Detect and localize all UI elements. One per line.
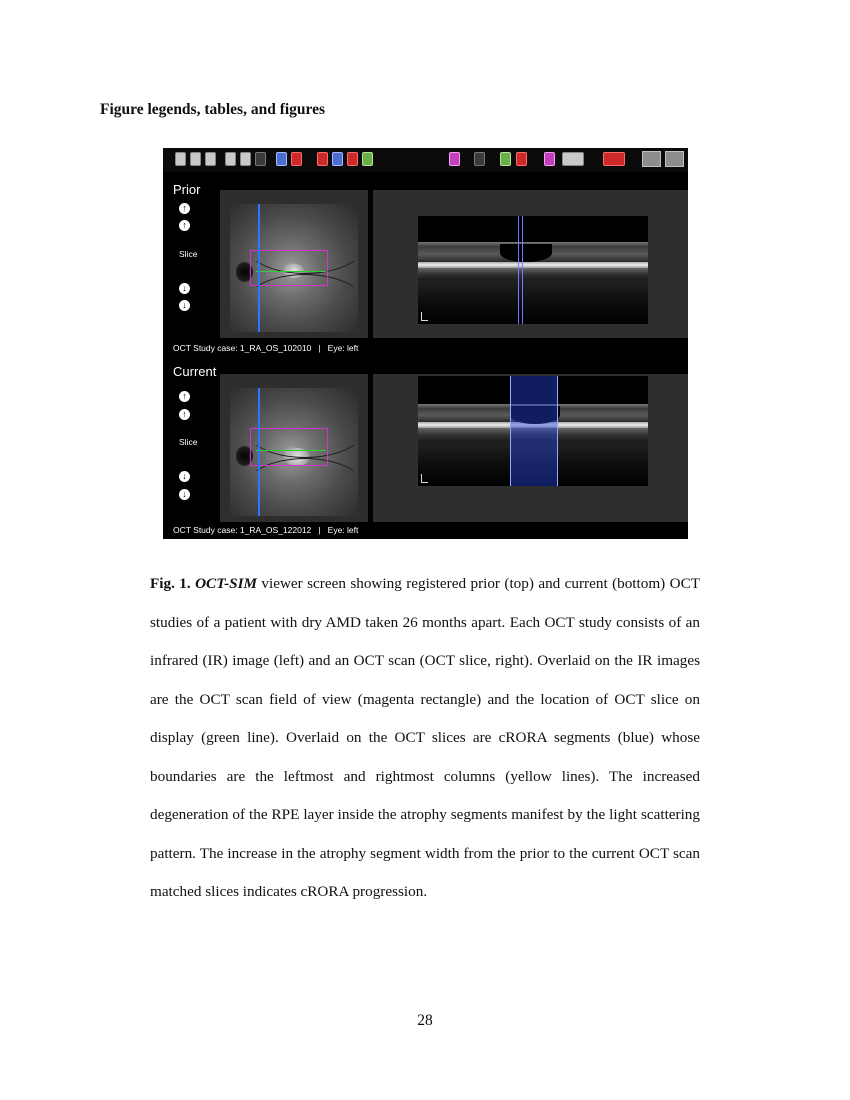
color-map-icon[interactable] — [291, 152, 302, 166]
arrow-up-icon[interactable]: ↑ — [179, 409, 190, 420]
zoom-in-icon[interactable] — [225, 152, 236, 166]
prior-ir-image[interactable] — [230, 204, 358, 332]
current-study-info: OCT Study case: 1_RA_OS_122012 | Eye: left — [173, 525, 359, 535]
arrow-down-icon[interactable]: ↓ — [179, 489, 190, 500]
next-study-button[interactable] — [665, 151, 684, 167]
prior-oct-slice[interactable] — [418, 216, 648, 324]
move-icon[interactable] — [332, 152, 343, 166]
caption-text: viewer screen showing registered prior (top) and current (bottom) OCT studies of a patient with dry AMD taken 26 months apart. Each OCT study consists of an infrared (IR) image (left) and an OCT scan (OCT slice, right). Overlaid on the IR images are the OCT scan field of view (magenta rectangle) and the location of OCT slice on display (green line). Overlaid on the OCT slices are cRORA segments (blue) whose boundaries are the leftmost and rightmost columns (yellow lines). The increased degeneration of the RPE layer inside the atrophy segments manifest by the light scattering pattern. The increase in the atrophy segment width from the prior to the current OCT scan matched slices indicates cRORA progression. — [150, 575, 700, 900]
scale-bar — [421, 312, 428, 321]
arrow-up-icon[interactable]: ↑ — [179, 203, 190, 214]
prior-study-panel — [163, 180, 688, 355]
current-label: Current — [173, 364, 217, 379]
columns-icon[interactable] — [362, 152, 373, 166]
arrow-up-icon[interactable]: ↑ — [179, 391, 190, 402]
viewer-toolbar — [163, 148, 688, 172]
view-layout-icon[interactable] — [562, 152, 584, 166]
delete-icon[interactable] — [347, 152, 358, 166]
contrast-icon[interactable] — [276, 152, 287, 166]
record-icon[interactable] — [317, 152, 328, 166]
current-oct-slice[interactable] — [418, 376, 648, 486]
slice-label: Slice — [179, 249, 198, 259]
rotate-left-icon[interactable] — [175, 152, 186, 166]
crora-segment — [510, 376, 558, 486]
registration-line — [258, 388, 260, 516]
flag-icon[interactable] — [516, 152, 527, 166]
arrow-up-icon[interactable]: ↑ — [179, 220, 190, 231]
crora-left-column — [518, 216, 519, 324]
current-ir-image[interactable] — [230, 388, 358, 516]
current-oct-view — [373, 374, 688, 522]
fit-icon[interactable] — [255, 152, 266, 166]
zoom-out-icon[interactable] — [240, 152, 251, 166]
slice-location-line — [256, 450, 326, 451]
prior-oct-view — [373, 190, 688, 338]
fov-rectangle — [250, 428, 328, 466]
previous-study-button[interactable] — [642, 151, 661, 167]
section-title: Figure legends, tables, and figures — [100, 101, 326, 118]
current-ir-view — [220, 374, 368, 522]
layers-icon[interactable] — [474, 152, 485, 166]
scale-bar — [421, 474, 428, 483]
prior-study-info: OCT Study case: 1_RA_OS_102010 | Eye: left — [173, 343, 359, 353]
crora-right-column — [522, 216, 523, 324]
rotate-right-icon[interactable] — [190, 152, 201, 166]
arrow-down-icon[interactable]: ↓ — [179, 283, 190, 294]
arrow-down-icon[interactable]: ↓ — [179, 471, 190, 482]
current-study-panel — [163, 362, 688, 537]
grid-icon[interactable] — [544, 152, 555, 166]
reset-icon[interactable] — [205, 152, 216, 166]
fov-rectangle — [250, 250, 328, 286]
page-number: 28 — [417, 1012, 433, 1029]
figure-caption — [150, 565, 700, 912]
prior-label: Prior — [173, 182, 201, 197]
slice-location-line — [256, 271, 326, 272]
slice-label: Slice — [179, 437, 198, 447]
registration-line — [258, 204, 260, 332]
mark-atrophy-icon[interactable] — [603, 152, 625, 166]
segment-icon[interactable] — [449, 152, 460, 166]
app-name: OCT-SIM — [195, 575, 257, 592]
oct-sim-viewer-figure — [163, 148, 688, 539]
arrow-down-icon[interactable]: ↓ — [179, 300, 190, 311]
text-tool-icon[interactable] — [500, 152, 511, 166]
fovea-dip — [500, 244, 552, 262]
figure-number: Fig. 1. — [150, 575, 191, 592]
prior-ir-view — [220, 190, 368, 338]
